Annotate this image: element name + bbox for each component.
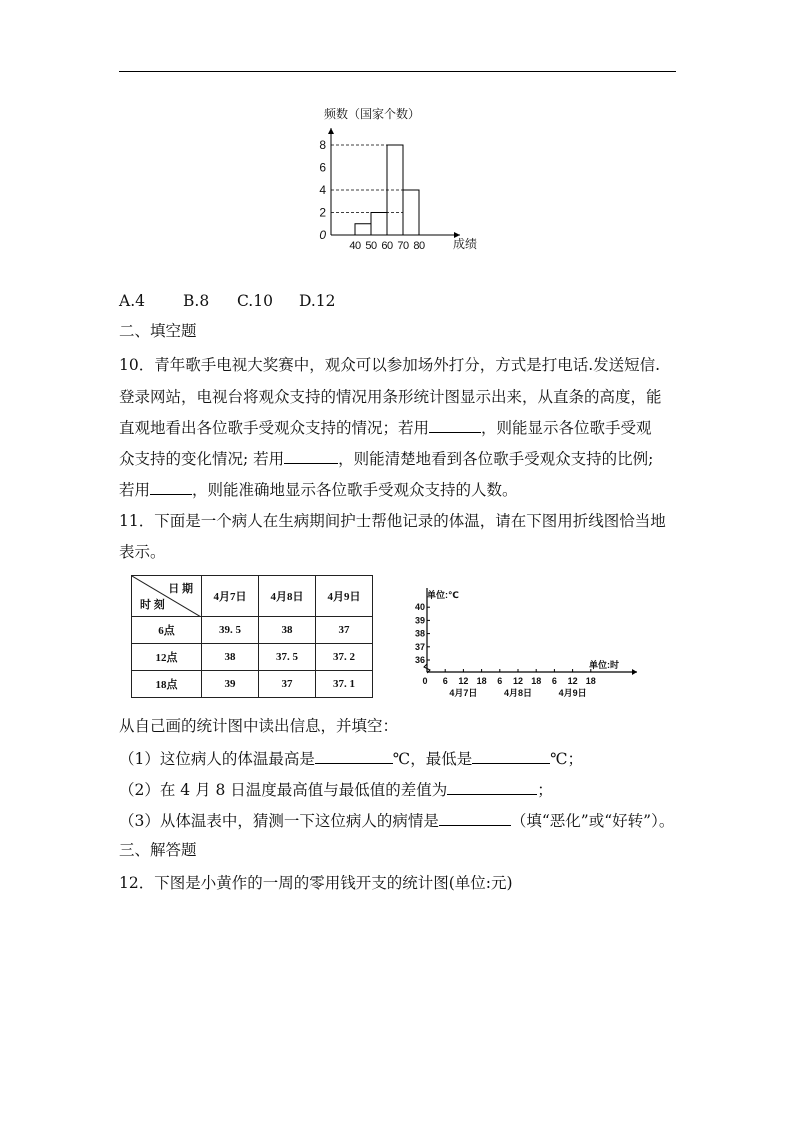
histogram-chart [300, 100, 500, 260]
histogram-y-tick: 0 [319, 228, 326, 242]
histogram-x-tick: 60 [381, 240, 393, 252]
option-c[interactable]: C.10 [237, 292, 273, 310]
histogram-bar [403, 190, 419, 235]
line-chart-ylabel: 单位:℃ [427, 590, 459, 600]
q11-sub3: （3）从体温表中，猜测一下这位病人的病情是 （填“恶化”或“好转”）。 [119, 812, 675, 830]
q10-line-5: 若用 ，则能准确地显示各位歌手受观众支持的人数。 [119, 481, 518, 499]
q10-blank-1[interactable] [429, 418, 481, 433]
line-chart-y-tick: 37 [414, 641, 425, 652]
table-date-col: 4月7日 [202, 576, 259, 617]
histogram-bar [387, 145, 403, 235]
line-chart-xlabel: 单位:时 [589, 660, 619, 670]
q9-options [119, 291, 336, 311]
line-chart-x-tick: 12 [512, 676, 524, 686]
q11-line-1: 11．下面是一个病人在生病期间护士帮他记录的体温，请在下图用折线图恰当地 [119, 512, 666, 530]
histogram-ylabel: 频数（国家个数） [324, 107, 421, 121]
table-date-col: 4月8日 [259, 576, 316, 617]
histogram-y-tick: 8 [319, 138, 326, 152]
q10-blank-3[interactable] [150, 480, 192, 495]
q11-blank-diff[interactable] [447, 780, 537, 795]
table-header-date: 日 期 [168, 583, 193, 595]
section3-title: 三、解答题 [119, 841, 197, 859]
table-date-col: 4月9日 [316, 576, 373, 617]
q10-line-2: 登录网站，电视台将观众支持的情况用条形统计图显示出来，从直条的高度，能 [119, 388, 662, 406]
q11-follow: 从自己画的统计图中读出信息，并填空： [119, 717, 399, 735]
line-chart-y-tick: 40 [414, 602, 425, 613]
header-rule [119, 71, 676, 72]
line-chart-x-tick: 12 [567, 676, 578, 686]
q11-sub2: （2）在 4 月 8 日温度最高值与最低值的差值为 ； [119, 781, 553, 799]
q11-blank-min[interactable] [472, 749, 550, 764]
histogram-y-tick: 2 [319, 205, 326, 220]
line-chart-x-tick: 18 [476, 676, 487, 686]
line-chart-x-tick: 12 [458, 676, 469, 686]
histogram-xlabel: 成绩 [453, 237, 478, 251]
line-chart-x-tick: 18 [585, 676, 596, 686]
line-chart-x-tick: 6 [497, 676, 503, 686]
line-chart-x-tick: 6 [551, 676, 557, 686]
option-a[interactable]: A.4 [119, 292, 145, 310]
q11-blank-condition[interactable] [439, 811, 511, 826]
histogram-x-tick: 40 [349, 240, 361, 252]
line-chart-date-group: 4月9日 [558, 688, 587, 698]
option-d[interactable]: D.12 [299, 292, 336, 310]
q10-line-1: 10．青年歌手电视大奖赛中，观众可以参加场外打分，方式是打电话.发送短信. [119, 356, 661, 374]
histogram-bar [371, 213, 387, 236]
q11-sub1: （1）这位病人的体温最高是 ℃，最低是 ℃； [119, 750, 584, 768]
temperature-table [131, 575, 373, 698]
line-chart-x-tick: 6 [442, 676, 448, 686]
q10-line-4: 众支持的变化情况; 若用 ，则能清楚地看到各位歌手受观众支持的比例; [119, 450, 654, 468]
table-row: 12点 38 37. 5 37. 2 [132, 644, 373, 671]
q10-blank-2[interactable] [284, 449, 338, 464]
table-header-time: 时 刻 [140, 599, 165, 611]
q12-text: 12．下图是小黄作的一周的零用钱开支的统计图(单位:元) [119, 874, 513, 892]
option-b[interactable]: B.8 [183, 292, 210, 310]
histogram-x-tick: 80 [413, 240, 425, 252]
q11-blank-max[interactable] [315, 749, 393, 764]
histogram-bar [355, 224, 371, 235]
line-chart-x-arrow [632, 669, 637, 675]
histogram-y-arrow [328, 128, 334, 134]
histogram-x-tick: 50 [365, 240, 377, 252]
q11-line-2: 表示。 [119, 543, 166, 561]
table-corner-cell [132, 576, 202, 617]
line-chart-x-tick: 0 [422, 676, 428, 686]
line-chart-y-tick: 39 [414, 615, 425, 626]
table-row: 18点 39 37 37. 1 [132, 671, 373, 698]
q10-line-3: 直观地看出各位歌手受观众支持的情况；若用 ，则能显示各位歌手受观 [119, 419, 652, 437]
temperature-line-chart [405, 582, 665, 702]
line-chart-y-tick: 38 [414, 628, 425, 639]
line-chart-y-tick: 36 [414, 655, 425, 665]
line-chart-date-group: 4月8日 [503, 688, 533, 698]
histogram-x-tick: 70 [397, 240, 409, 252]
section2-title: 二、填空题 [119, 322, 197, 340]
line-chart-date-group: 4月7日 [449, 688, 478, 698]
histogram-y-tick: 6 [319, 160, 326, 175]
histogram-y-tick: 4 [319, 183, 326, 197]
line-chart-x-tick: 18 [531, 676, 542, 686]
table-row: 6点 39. 5 38 37 [132, 617, 373, 644]
